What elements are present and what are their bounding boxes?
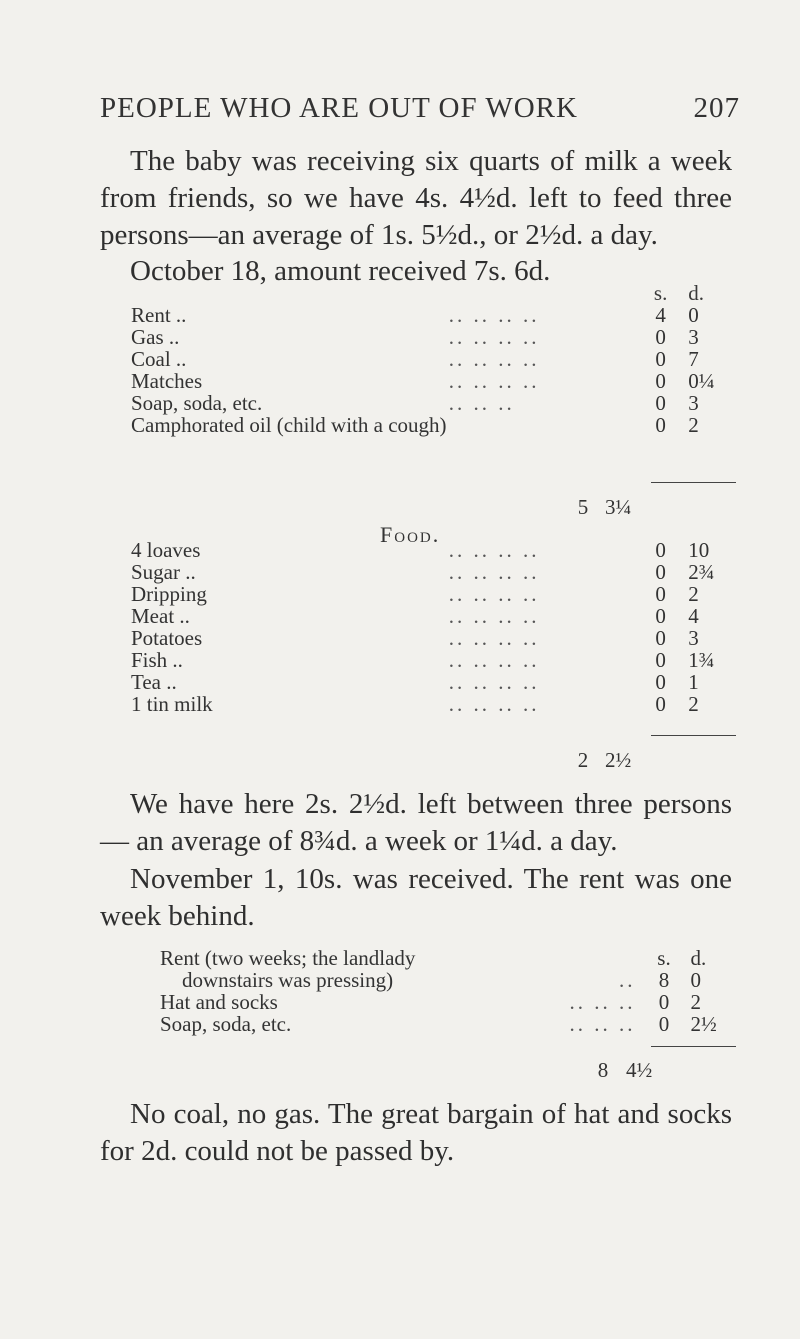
table-row (131, 392, 736, 414)
pence-value: 2½ (690, 1012, 717, 1036)
item-label: Meat .. (131, 604, 190, 628)
item-label: Sugar .. (131, 560, 196, 584)
item-label: 4 loaves (131, 538, 201, 562)
item-label: Soap, soda, etc. (160, 1012, 292, 1036)
pence-value: 2 (688, 413, 699, 437)
shillings-value: 0 (655, 582, 666, 606)
leader-dots: .. .. .. .. (448, 347, 540, 371)
pence-value: 4 (688, 604, 699, 628)
total-pence: 4½ (626, 1058, 653, 1082)
food-expenses-table (131, 539, 736, 715)
shillings-value: 0 (655, 670, 666, 694)
total-pence: 2½ (605, 748, 632, 772)
table-row (131, 649, 736, 671)
shillings-value: 0 (655, 369, 666, 393)
leader-dots: .. (619, 968, 636, 992)
shillings-value: 0 (655, 391, 666, 415)
shillings-value: 0 (658, 1012, 670, 1036)
total-shillings: 5 (577, 495, 589, 519)
leader-dots: .. .. .. .. (448, 369, 540, 393)
leader-dots: .. .. .. .. (448, 604, 540, 628)
pence-value: 3 (688, 626, 699, 650)
table-row (131, 693, 736, 715)
paragraph-october: October 18, amount received 7s. 6d. (130, 255, 551, 287)
pence-value: 2 (688, 692, 699, 716)
pence-value: 1 (688, 670, 699, 694)
table-row (131, 539, 736, 561)
leader-dots: .. .. .. .. (448, 670, 540, 694)
running-title: PEOPLE WHO ARE OUT OF WORK (100, 92, 578, 124)
shillings-value: 0 (655, 692, 666, 716)
table-row (131, 414, 736, 436)
leader-dots: .. .. .. .. (448, 560, 540, 584)
table-row (131, 370, 736, 392)
table-row (160, 991, 736, 1013)
leader-dots: .. .. .. (448, 391, 515, 415)
october-expenses-table (131, 282, 736, 436)
pence-value: 3 (688, 325, 699, 349)
leader-dots: .. .. .. .. (448, 538, 540, 562)
paragraph-november: November 1, 10s. was received. The rent was one week behind. (100, 863, 732, 932)
table-row (131, 627, 736, 649)
shillings-value: 8 (658, 968, 670, 992)
shillings-value: 0 (655, 648, 666, 672)
item-label: Tea .. (131, 670, 177, 694)
november-expenses-table (160, 947, 736, 1035)
leader-dots: .. .. .. .. (448, 626, 540, 650)
table-row (160, 947, 736, 969)
table-row (131, 304, 736, 326)
pence-value: 2¾ (688, 560, 715, 584)
paragraph-conclusion: No coal, no gas. The great bargain of hat and socks for 2d. could not be passed by. (100, 1098, 732, 1167)
pence-value: 3 (688, 391, 699, 415)
shillings-value: 0 (655, 538, 666, 562)
sum-rule (651, 735, 736, 736)
page-header (100, 92, 740, 125)
item-label: Camphorated oil (child with a cough) (131, 413, 447, 437)
total-shillings: 2 (577, 748, 589, 772)
pence-value: 2 (688, 582, 699, 606)
leader-dots: .. .. .. .. (448, 303, 540, 327)
table-row (131, 605, 736, 627)
sum-rule (651, 482, 736, 483)
pence-value: 0 (688, 303, 699, 327)
pence-header: d. (690, 946, 707, 970)
item-label: 1 tin milk (131, 692, 213, 716)
total-pence: 3¼ (605, 495, 632, 519)
sum-rule (651, 1046, 736, 1047)
item-label: Rent (two weeks; the landlady (160, 946, 416, 970)
paragraph-milk: The baby was receiving six quarts of milk a week from friends, so we have 4s. 4½d. left to feed three persons—an average of 1s. 5½d., or 2½d. a day. (100, 145, 732, 251)
pence-value: 0¼ (688, 369, 715, 393)
shillings-value: 0 (655, 560, 666, 584)
pence-value: 2 (690, 990, 701, 1014)
table-row (160, 1013, 736, 1035)
table-row (131, 671, 736, 693)
item-label: Soap, soda, etc. (131, 391, 263, 415)
leader-dots: .. .. .. (569, 1012, 636, 1036)
table-row (131, 348, 736, 370)
table-row (131, 583, 736, 605)
leader-dots: .. .. .. .. (448, 325, 540, 349)
leader-dots: .. .. .. .. (448, 648, 540, 672)
shillings-value: 0 (655, 347, 666, 371)
item-label: Hat and socks (160, 990, 278, 1014)
pence-value: 10 (688, 538, 710, 562)
item-label: Matches (131, 369, 203, 393)
table-row (131, 561, 736, 583)
page-number: 207 (693, 92, 740, 124)
shillings-value: 0 (655, 626, 666, 650)
shillings-value: 0 (655, 413, 666, 437)
table-header-row (131, 282, 736, 304)
shillings-value: 0 (655, 604, 666, 628)
total-shillings: 8 (597, 1058, 609, 1082)
pence-value: 1¾ (688, 648, 715, 672)
item-label: Potatoes (131, 626, 203, 650)
table-row (160, 969, 736, 991)
paragraph-average: We have here 2s. 2½d. left between three persons — an average of 8¾d. a week or 1¼d. a day. (100, 788, 732, 857)
shillings-header: s. (657, 946, 671, 970)
shillings-header: s. (653, 281, 668, 305)
item-label: Coal .. (131, 347, 187, 371)
item-label: Gas .. (131, 325, 180, 349)
food-heading: Food. (380, 522, 441, 547)
item-label: Dripping (131, 582, 207, 606)
shillings-value: 4 (655, 303, 666, 327)
item-label: downstairs was pressing) (182, 968, 394, 992)
item-label: Rent .. (131, 303, 187, 327)
item-label: Fish .. (131, 648, 183, 672)
leader-dots: .. .. .. .. (448, 582, 540, 606)
table-row (131, 326, 736, 348)
pence-value: 7 (688, 347, 699, 371)
shillings-value: 0 (655, 325, 666, 349)
leader-dots: .. .. .. .. (448, 692, 540, 716)
pence-header: d. (688, 281, 704, 305)
shillings-value: 0 (658, 990, 670, 1014)
leader-dots: .. .. .. (569, 990, 636, 1014)
pence-value: 0 (690, 968, 701, 992)
